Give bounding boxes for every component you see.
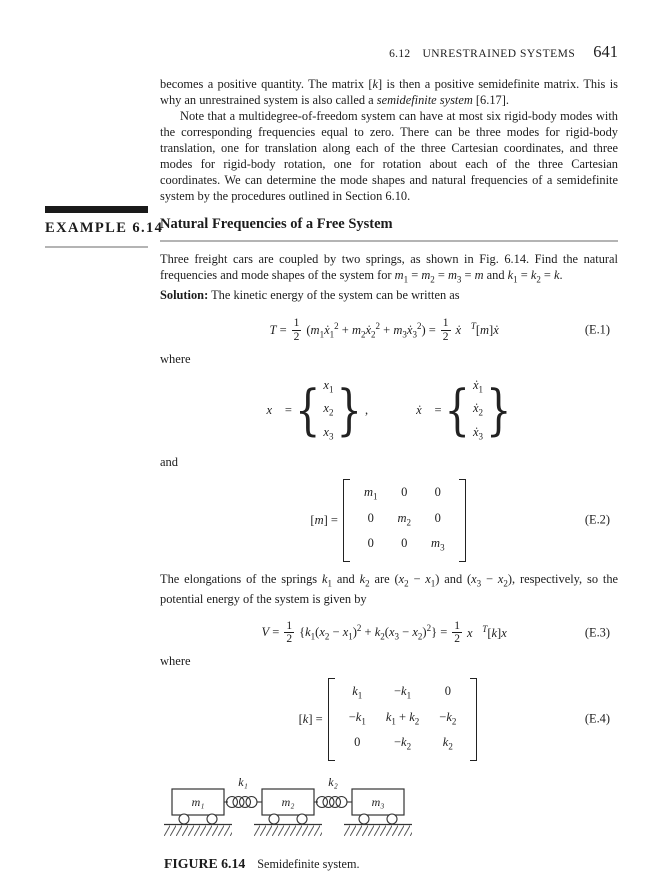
equation-label-e2: (E.2) — [584, 512, 610, 527]
vector-x-entry-1: $x_1$ — [323, 377, 334, 395]
paragraph-rigid-body-modes: Note that a multidegree-of-freedom system can have at most six rigid-body modes with the corresponding frequencies equal to zero. There can be three modes for rigid-body translation, one for translation along each of the three Cartesian coordinates, and three modes for rigid-body rotation, one for rotation about each of the three Cartesian coordinates. We can determine the mode shapes and natural frequencies of a semidefinite system by the procedures outlined in Section 6.10. — [160, 109, 618, 203]
spring1-coil-icon — [224, 796, 262, 807]
e3-fraction-2 — [452, 620, 462, 645]
connector-where-1: where — [160, 351, 191, 366]
matrix-cell: $-k_1$ — [393, 684, 412, 701]
ground-hatching — [164, 824, 412, 836]
running-head — [160, 42, 618, 62]
spring2-coil-icon — [314, 796, 352, 807]
vector-x-entries — [323, 376, 333, 447]
equation-label-e1: (E.1) — [584, 322, 610, 337]
equation-e3-body — [262, 620, 517, 645]
mass-matrix — [343, 479, 466, 562]
matrix-cell: 0 — [367, 510, 374, 525]
vector-x-entry-2: $x_2$ — [323, 401, 334, 418]
paragraph-elongations: The elongations of the springs $k_1$ and $k_2$ are $(x_2 - x_1)$ and $(x_3 - x_2)$, respectively, so the potential energy of the system is given by — [160, 571, 619, 607]
e1-fraction-2 — [441, 317, 451, 342]
example-heading: Natural Frequencies of a Free System — [160, 216, 393, 232]
left-brace: { — [294, 379, 321, 442]
mass3-label: m₃ — [371, 794, 385, 809]
figure-caption-number: FIGURE 6.14 — [164, 855, 246, 871]
example-black-bar — [45, 206, 148, 213]
matrix-cell: $m_3$ — [431, 536, 445, 553]
vector-xdot-lhs: ẋ⃗ = — [416, 403, 442, 418]
e1-fraction-1 — [292, 317, 302, 342]
matrix-cell: 0 — [434, 510, 441, 525]
vector-xdot-entry-3: ẋ$_3$ — [472, 424, 484, 442]
matrix-bracket-left — [328, 678, 335, 761]
example-gray-rule — [45, 246, 148, 248]
vector-x — [295, 376, 362, 447]
equation-e2-body — [310, 479, 467, 562]
equation-e3 — [160, 620, 618, 645]
equation-label-e4: (E.4) — [584, 711, 610, 726]
matrix-cell: $m_1$ — [363, 485, 378, 502]
matrix-cell: 0 — [401, 536, 408, 551]
e3-frac2-num: 1 — [454, 620, 461, 633]
mass2-label: m₂ — [281, 794, 295, 809]
semidefinite-system-diagram — [164, 774, 412, 841]
spring1-label: k₁ — [238, 774, 248, 789]
matrix-bracket-right — [470, 678, 477, 761]
matrix-cell: $-k_1$ — [348, 709, 366, 727]
page-number: 641 — [593, 42, 618, 61]
vector-xdot-entry-1: ẋ$_1$ — [472, 377, 484, 395]
e1-frac1-num: 1 — [293, 317, 300, 330]
equation-e1-body — [269, 317, 508, 342]
matrix-cell: $-k_2$ — [393, 735, 412, 752]
figure-caption-text: Semidefinite system. — [257, 856, 360, 871]
vector-xdot-entry-2: ẋ$_2$ — [472, 401, 484, 418]
example-label-block — [45, 206, 164, 248]
spring2-label: k₂ — [328, 774, 338, 789]
e3-frac1-num: 1 — [286, 620, 293, 633]
equation-e4 — [160, 678, 618, 761]
e3-frac1-den: 2 — [286, 633, 293, 646]
left-brace: { — [444, 379, 470, 442]
matrix-cell: $k_1 + k_2$ — [385, 709, 420, 727]
problem-statement: Three freight cars are coupled by two springs, as shown in Fig. 6.14. Find the natural frequencies and mode shapes of the system for $m_1 = m_2 = m_3 = m$ and $k_1 = k_2 = k$. — [160, 252, 618, 285]
e1-rhs: ẋ⃗$^T$[m]ẋ⃗ — [455, 321, 509, 338]
matrix-cell: 0 — [401, 485, 408, 500]
matrix-bracket-left — [343, 479, 350, 562]
mass1-label: m₁ — [191, 794, 205, 809]
equation-e4-body — [299, 678, 480, 761]
e3-middle: $\{k_1(x_2 - x_1)^2 + k_2(x_3 - x_2)^2\}$ = — [299, 623, 448, 642]
running-head-title: UNRESTRAINED SYSTEMS — [422, 48, 576, 60]
right-brace: } — [336, 379, 362, 442]
e3-frac2-den: 2 — [454, 633, 461, 646]
e1-frac2-den: 2 — [442, 330, 449, 343]
e1-lhs: T = — [269, 322, 287, 337]
solution-label: Solution: — [160, 288, 209, 303]
stiffness-matrix-cells — [335, 678, 471, 761]
right-brace: } — [486, 379, 512, 442]
equation-e1 — [160, 317, 618, 342]
e3-rhs: x⃗$^T$[k]x⃗ — [467, 624, 517, 641]
matrix-cell: $k_2$ — [442, 735, 453, 752]
vector-definitions — [160, 376, 618, 447]
matrix-bracket-right — [459, 479, 466, 562]
connector-and: and — [160, 455, 179, 470]
e1-frac2-num: 1 — [442, 317, 449, 330]
solution-lead-text: The kinetic energy of the system can be written as — [208, 288, 460, 303]
matrix-cell: $m_2$ — [397, 510, 412, 528]
matrix-cell: $k_1$ — [352, 684, 363, 701]
e4-lhs: [k] = — [298, 711, 323, 726]
vector-x-entry-3: $x_3$ — [323, 424, 334, 442]
equation-label-e3: (E.3) — [584, 625, 610, 640]
vector-xdot-entries — [473, 376, 483, 447]
heading-rule — [160, 240, 618, 242]
matrix-cell: 0 — [434, 485, 441, 500]
matrix-cell: 0 — [367, 536, 374, 551]
matrix-cell: 0 — [354, 735, 361, 750]
stiffness-matrix — [328, 678, 478, 761]
matrix-cell: $-k_2$ — [439, 709, 457, 727]
paragraph-semidefinite: becomes a positive quantity. The matrix [k] is then a positive semidefinite matrix. This is why an unrestrained system is also called a semidefinite system [6.17]. — [160, 77, 618, 107]
text-column — [160, 42, 618, 872]
connector-where-2: where — [160, 654, 191, 669]
e2-lhs: [m] = — [310, 512, 338, 527]
vector-x-lhs: x⃗ = — [266, 403, 292, 418]
e3-lhs: V = — [261, 625, 280, 640]
figure-6-14 — [164, 774, 618, 872]
vector-x-comma: , — [364, 403, 369, 418]
solution-paragraph — [160, 287, 618, 303]
vector-xdot — [445, 376, 512, 447]
e1-frac1-den: 2 — [293, 330, 300, 343]
e3-fraction-1 — [284, 620, 294, 645]
example-label: EXAMPLE 6.14 — [45, 220, 164, 236]
figure-caption — [164, 856, 618, 872]
matrix-cell: 0 — [444, 684, 451, 699]
equation-e2 — [160, 479, 618, 562]
e1-middle: ($m_1ẋ_1^2$ + $m_2ẋ_2^2$ + $m_3ẋ_3^2$) = — [306, 320, 436, 340]
mass-matrix-cells — [350, 479, 459, 562]
vector-definitions-body — [267, 376, 512, 447]
section-number: 6.12 — [389, 48, 411, 60]
